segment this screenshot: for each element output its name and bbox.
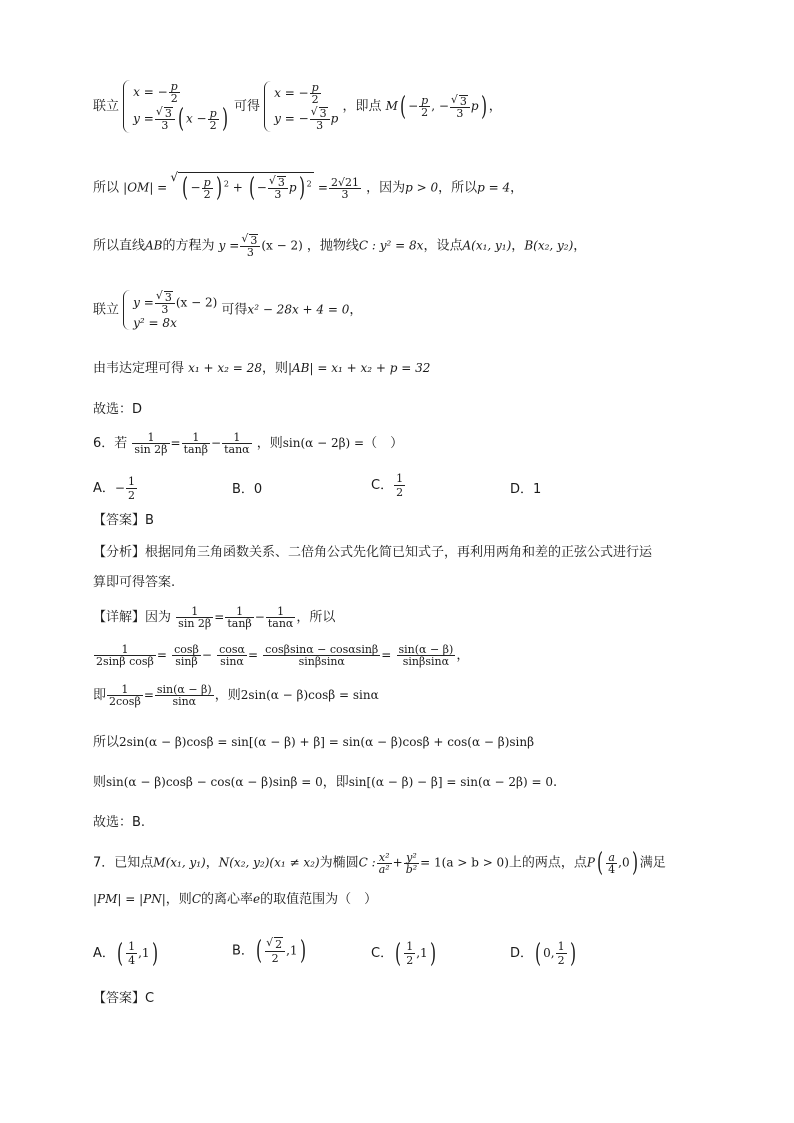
- answer-7: 【答案】C: [93, 991, 155, 1006]
- question-7: 7．已知点M(x₁, y₁)，N(x₂, y₂)(x₁ ≠ x₂)为椭圆C : $\frac{\text{x²}}{\text{a²}}$ + $\frac{\text{y²}}{\text{b²}}$ = 1(a > b > 0)上的两点，点P( $\frac{a}{4}$ ,0) 满足: [93, 848, 666, 878]
- line-system-2: 联立 y = √ $\frac{3}{3}$ (x − 2) y² = 8x 可得x² − 28x + 4 = 0，: [93, 290, 362, 330]
- question-6: 6．若 $\frac{1}{\sin 2\beta}$ = $\frac{1}{\tan\beta}$ − $\frac{1}{\tan\alpha}$ ，则sin(α − 2β) =（ ）: [93, 431, 404, 456]
- text: 可得: [233, 99, 260, 114]
- choose-d: 故选：D: [93, 402, 143, 417]
- question-7-cont: |PM| = |PN|，则C的离心率e的取值范围为（ ）: [93, 892, 378, 907]
- q6-option-c[interactable]: C． $\frac{1}{2}$: [371, 472, 404, 499]
- choose-b: 故选：B.: [93, 815, 146, 830]
- analysis-6: 【分析】根据同角三角函数关系、二倍角公式先化简已知式子，再利用两角和差的正弦公式进行运: [93, 545, 653, 560]
- detail-6: 【详解】因为 $\frac{1}{\sin 2\beta}$ = $\frac{1}{\tan\beta}$ − $\frac{1}{\tan\alpha}$ ，所以: [93, 605, 336, 630]
- detail-6-step2: 即 $\frac{1}{2\cos\beta}$ = $\frac{\sin(\alpha - \beta)}{\sin\alpha}$ ，则2sin(α − β)cosβ = sinα: [93, 683, 379, 708]
- q7-option-d[interactable]: D．( 0, $\frac{1}{2}$ ): [510, 938, 576, 969]
- formula-OM: |OM| =: [123, 180, 168, 195]
- point-M: M: [385, 99, 398, 113]
- q7-option-a[interactable]: A．( $\frac{1}{4}$ ,1): [93, 938, 158, 969]
- line-system-1: 联立 x = − $\frac{p}{2}$ y = √ $\frac{3}{3}$ ( x − $\frac{p}{2}$ ) 可得 x = − $\frac{p}{2}$ y = − √ $\frac{3}{3}$ p ，即点 M( − $\frac{p}{2}$ , − √ $\frac{3}{3}$ p) ，: [93, 80, 502, 133]
- q6-option-a[interactable]: A．− $\frac{1}{2}$: [93, 475, 135, 502]
- equation-system: x = − $\frac{p}{2}$ y = − √ $\frac{3}{3}$ p: [264, 81, 338, 132]
- detail-6-step1: $\frac{1}{\text{2sinβ cosβ}}$ = $\frac{\cos\beta}{\sin\beta}$ − $\frac{\cos\alpha}{\sin\alpha}$ = $\frac{\cos\beta\sin\alpha - \cos\alpha\sin\beta}{\sin\beta\sin\alpha}$ = $\frac{\sin(\alpha - \beta)}{\sin\beta\sin\alpha}$ ，: [96, 643, 470, 668]
- equation-system: y = √ $\frac{3}{3}$ (x − 2) y² = 8x: [123, 290, 217, 330]
- detail-6-step3: 所以2sin(α − β)cosβ = sin[(α − β) + β] = sin(α − β)cosβ + cos(α − β)sinβ: [93, 735, 535, 750]
- text: ，即点: [342, 99, 382, 114]
- detail-6-step4: 则sin(α − β)cosβ − cos(α − β)sinβ = 0，即sin[(α − β) − β] = sin(α − 2β) = 0.: [93, 775, 558, 790]
- line-AB-equation: 所以直线AB的方程为 y = √ $\frac{3}{3}$ (x − 2) ，抛物线C : y² = 8x，设点A(x₁, y₁)，B(x₂, y₂)，: [93, 234, 586, 258]
- q7-option-c[interactable]: C．( $\frac{1}{2}$ ,1): [371, 938, 436, 969]
- text: 所以: [93, 180, 120, 196]
- q7-option-b[interactable]: B．( √ $\frac{2}{2}$ ,1): [232, 937, 308, 965]
- text: 联立: [93, 99, 120, 114]
- equation-system: x = − $\frac{p}{2}$ y = √ $\frac{3}{3}$ ( x − $\frac{p}{2}$ ): [123, 80, 230, 133]
- line-OM: 所以 |OM| = √ ( − $\frac{p}{2}$ ) $^2$ + ( − √ $\frac{3}{3}$ p) $^2$ = $\frac{2√21}{3}$ ，因为p > 0，所以p = 4，: [93, 172, 523, 203]
- answer-6: 【答案】B: [93, 513, 154, 528]
- q6-option-b[interactable]: B．0: [232, 482, 263, 497]
- line-vieta: 由韦达定理可得 x₁ + x₂ = 28，则|AB| = x₁ + x₂ + p = 32: [93, 361, 431, 376]
- analysis-6-cont: 算即可得答案.: [93, 575, 176, 590]
- q6-option-d[interactable]: D．1: [510, 482, 542, 497]
